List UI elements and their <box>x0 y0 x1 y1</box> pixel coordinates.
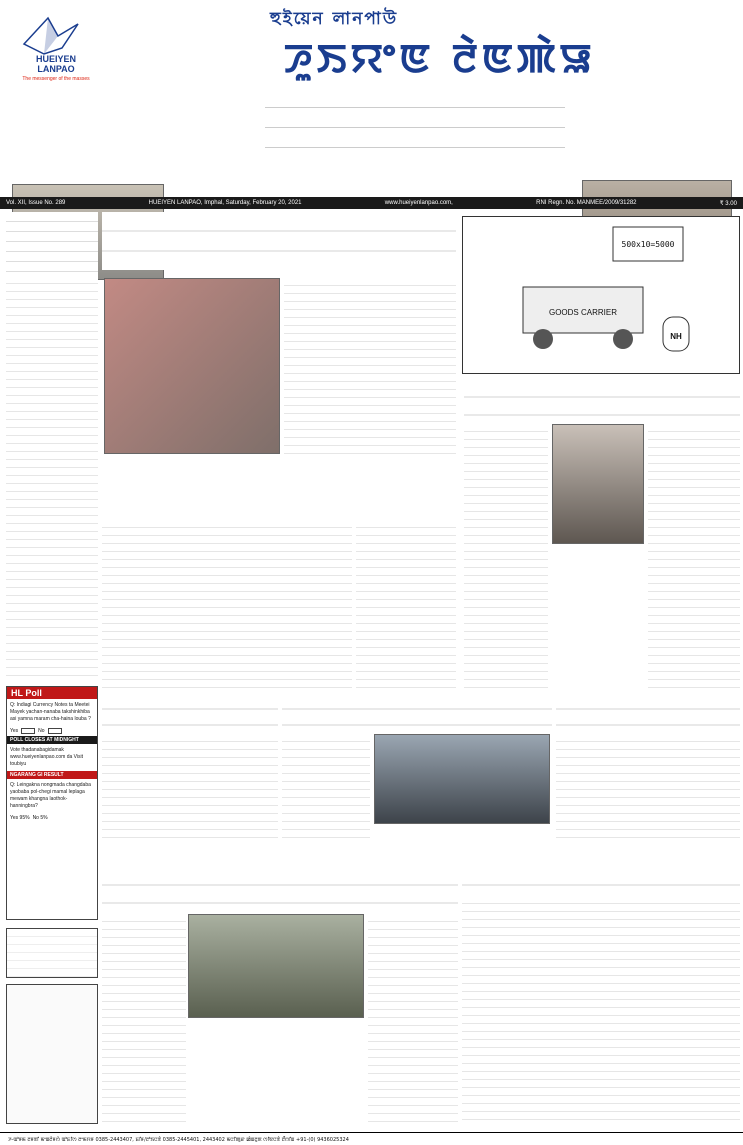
logo-tagline: The messenger of the masses <box>22 76 90 82</box>
svg-text:NH: NH <box>670 332 682 341</box>
right-story-col1 <box>464 424 548 718</box>
logo-line1: HUEIYEN <box>35 54 76 64</box>
dateline-bar <box>0 197 743 209</box>
bottom-story-text2 <box>368 914 458 1124</box>
pocket-cartoon-box <box>6 984 98 1124</box>
right-headline <box>464 380 740 420</box>
bottom-right-headline <box>462 868 740 892</box>
volume-info: Vol. XII, Issue No. 289 <box>6 200 66 206</box>
bottom-right-text <box>462 896 740 1124</box>
lower-story1-headline <box>102 694 278 730</box>
poll-result-yes: Yes 95% <box>10 815 30 821</box>
lower-story3-text <box>556 734 740 840</box>
svg-text:500x10=5000: 500x10=5000 <box>621 240 675 249</box>
teaser-band <box>0 88 743 196</box>
poll-options <box>7 726 97 736</box>
lead-headline <box>102 212 456 270</box>
poll-result-question: Q: Leingakna nongmada changdaba yaobaba pol-chegi mamal leplaga mewam khangna laothok-hanningbra? <box>10 782 91 809</box>
right-photo <box>552 424 644 544</box>
svg-text:GOODS CARRIER: GOODS CARRIER <box>548 308 618 317</box>
bird-logo-icon <box>18 14 84 58</box>
right-story-col2 <box>648 424 740 718</box>
masthead <box>0 0 743 86</box>
lower-story2-photo <box>374 734 550 824</box>
lead-story-text <box>284 278 456 454</box>
website-link[interactable]: www.hueiyenlanpao.com, <box>384 200 453 206</box>
poll-closes: POLL CLOSES AT MIDNIGHT <box>7 736 97 744</box>
paper-info: HUEIYEN LANPAO, Imphal, Saturday, February 20, 2021 <box>148 200 302 206</box>
cartoon-box <box>462 216 740 374</box>
masthead-title <box>150 26 730 86</box>
poll-yes-label: Yes <box>10 728 19 734</box>
logo-name <box>14 54 98 74</box>
lower-story1-text <box>102 734 278 840</box>
poll-result-no: No 5% <box>32 815 48 821</box>
rni-number: RNI Regn. No. MANMEE/2009/31282 <box>536 200 637 206</box>
poll-yes-checkbox[interactable] <box>21 728 35 734</box>
footer-contact: ꯍ-ꯑꯣꯝꯃ ꯂꯝꯕꯤ ꯃꯦꯡꯂꯥꯝꯁꯥ ꯑꯣꯐꯤꯁ ꯂꯦꯃꯌꯝ 0385-2443407, ꯐꯤꯝ/ꯂꯣꯏꯅꯕꯥ 0385-2445401, 2443402 ꯃꯅꯤꯄꯨꯔ ꯀꯥꯡꯂꯨꯞ ꯁꯤꯟꯅꯕꯥ ꯂꯩꯁꯤꯡ +91-(0) 9436025324 <box>0 1132 743 1145</box>
hl-poll-box <box>6 686 98 920</box>
mid-story-left <box>102 520 352 690</box>
teaser-text-left <box>168 118 268 176</box>
weather-box <box>6 928 98 978</box>
teaser-headlines <box>265 94 565 168</box>
poll-result-header: NGARANG GI RESULT <box>7 771 97 779</box>
lower-story2-headline <box>282 694 552 730</box>
poll-header: HL Poll <box>7 687 97 699</box>
bottom-story-photo <box>188 914 364 1018</box>
poll-vote-text: Vote thadanabagidamak www.hueiyenlanpao.com da Visit toubiyu <box>10 747 84 767</box>
lower-story2-text <box>282 734 370 840</box>
poll-no-checkbox[interactable] <box>48 728 62 734</box>
poll-no-label: No <box>38 728 45 734</box>
lower-story3-headline <box>556 694 740 730</box>
bottom-story-text1 <box>102 914 186 1124</box>
poll-results <box>7 813 97 823</box>
logo-line2: LANPAO <box>37 64 75 74</box>
bottom-story-headline <box>102 868 458 908</box>
left-column-story <box>6 212 98 680</box>
masthead-subtitle: হুইয়েন লানপাউ <box>270 9 399 29</box>
cartoon-drawing <box>463 217 741 375</box>
poll-question: Q: Indiagi Currency Notes ta Meetei Mayek yachan-nanaba takshinkhiba asi yamna maram cha-haina louba ? <box>10 702 91 722</box>
price: ₹ 3.00 <box>719 200 737 207</box>
lead-photo <box>104 278 280 454</box>
svg-text:ꯍꯨꯏꯌꯦꯟ ꯂꯥꯟꯄꯥꯎ: ꯍꯨꯏꯌꯦꯟ ꯂꯥꯟꯄꯥꯎ <box>284 36 596 82</box>
mid-story-right <box>356 520 456 690</box>
